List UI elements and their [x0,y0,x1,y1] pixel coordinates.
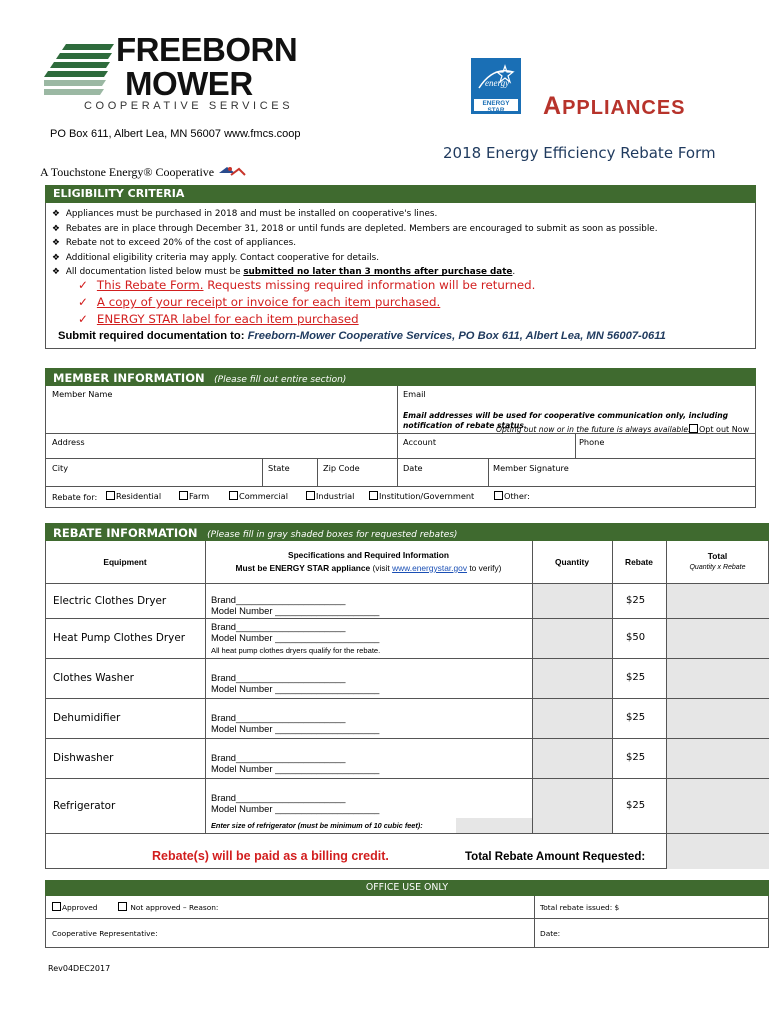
account-label: Account [403,437,437,447]
row-divider [45,738,769,739]
svg-text:energy: energy [485,78,510,88]
rebate-heat-pump-dryer: $50 [626,632,646,643]
col-divider [534,896,535,948]
row-divider [45,658,769,659]
row-divider [45,458,756,459]
office-header: OFFICE USE ONLY [45,880,769,896]
logo-text-cooperative: COOPERATIVE SERVICES [84,100,294,112]
fridge-size-input[interactable] [456,818,532,833]
col-divider [666,541,667,869]
opt-out-checkbox[interactable]: Opt out Now [689,424,749,434]
diamond-bullet-icon: ❖ [52,209,60,219]
option-institution[interactable]: Institution/Government [369,491,474,501]
col-divider [575,433,576,458]
form-title: 2018 Energy Efficiency Rebate Form [443,144,716,162]
representative-label: Cooperative Representative: [52,929,158,938]
checkbox-icon[interactable] [306,491,315,500]
zip-label: Zip Code [323,463,360,473]
equipment-heat-pump-dryer: Heat Pump Clothes Dryer [53,632,185,644]
phone-label: Phone [579,437,605,447]
freeborn-logo-stripes-icon [44,42,124,98]
col-divider [488,458,489,486]
checkbox-icon[interactable] [369,491,378,500]
rebate-for-label: Rebate for: [52,492,98,502]
col-divider [205,541,206,833]
option-farm[interactable]: Farm [179,491,209,501]
energystar-link[interactable]: www.energystar.gov [392,563,468,573]
energy-star-logo [471,58,521,114]
energy-star-logo-text: ENERGY STAR [482,100,510,114]
eligibility-header [45,185,756,203]
row-divider [45,698,769,699]
checkbox-icon[interactable] [229,491,238,500]
spec-refrigerator[interactable]: Brand_____________________ Model Number ____________________ [211,792,380,814]
quantity-input-column[interactable] [532,583,612,833]
row-divider [45,918,769,919]
approved-checkbox[interactable]: Approved [52,902,97,912]
eligibility-title: ELIGIBILITY CRITERIA [53,187,185,200]
submit-instructions: Submit required documentation to: Freeborn-Mower Cooperative Services, PO Box 611, Albert Lea, MN 56007-0611 [58,330,666,342]
total-issued-label: Total rebate issued: $ [540,903,620,912]
office-date-label: Date: [540,929,561,938]
equipment-clothes-washer: Clothes Washer [53,672,134,684]
logo-text-mower: MOWER [125,65,253,102]
required-documents: ✓ This Rebate Form. Requests missing required information will be returned. ✓ A copy of your receipt or invoice for each item purchased. ✓ ENERGY STAR label for each item purchased [78,278,536,326]
address-label: Address [52,437,85,447]
equipment-dishwasher: Dishwasher [53,752,114,764]
col-rebate: Rebate [625,557,653,567]
email-note: Email addresses will be used for cooperative communication only, including notification of rebate status. [403,411,729,430]
signature-label: Member Signature [493,463,569,473]
city-label: City [52,463,69,473]
checkbox-icon[interactable] [118,902,127,911]
member-section [45,368,756,508]
spec-dishwasher[interactable]: Brand_____________________ Model Number ____________________ [211,752,380,774]
col-equipment: Equipment [103,557,147,567]
col-divider [397,386,398,486]
state-label: State [268,463,290,473]
rebate-clothes-washer: $25 [626,672,646,683]
diamond-bullet-icon: ❖ [52,252,60,263]
row-divider [45,778,769,779]
rebate-section [45,523,769,869]
checkmark-icon: ✓ [78,295,88,309]
checkbox-icon[interactable] [106,491,115,500]
opt-out-note: Opting out now or in the future is always available. [496,425,691,434]
rebate-dishwasher: $25 [626,752,646,763]
checkbox-icon[interactable] [179,491,188,500]
date-label: Date [403,463,423,473]
touchstone-logo-icon [217,165,247,179]
col-divider [612,541,613,833]
col-total: Total [707,551,728,561]
revision-code: Rev04DEC2017 [48,964,111,973]
checkbox-icon[interactable] [494,491,503,500]
spec-dehumidifier[interactable]: Brand_____________________ Model Number ____________________ [211,712,380,734]
fridge-note: Enter size of refrigerator (must be minimum of 10 cubic feet): [211,821,423,830]
checkbox-icon[interactable] [689,424,698,433]
equipment-electric-dryer: Electric Clothes Dryer [53,595,167,607]
col-divider [262,458,263,486]
row-divider [45,486,756,487]
col-divider [317,458,318,486]
spec-heat-pump-dryer[interactable]: Brand_____________________ Model Number ____________________ [211,621,380,643]
member-name-label: Member Name [52,389,113,399]
coop-address: PO Box 611, Albert Lea, MN 56007 www.fmcs.coop [50,128,301,140]
col-total-sub: Quantity x Rebate [689,564,746,571]
spec-electric-dryer[interactable]: Brand_____________________ Model Number ____________________ [211,594,380,616]
email-label: Email [403,389,426,399]
header-divider [45,583,769,584]
col-divider [532,541,533,833]
diamond-bullet-icon: ❖ [52,238,60,249]
diamond-bullet-icon: ❖ [52,267,60,278]
col-specs: Specifications and Required Information [287,550,449,560]
checkbox-icon[interactable] [52,902,61,911]
not-approved-checkbox[interactable]: Not approved – Reason: [118,902,218,912]
rebate-header: REBATE INFORMATION (Please fill in gray shaded boxes for requested rebates) [45,523,769,541]
heat-pump-note: All heat pump clothes dryers qualify for the rebate. [211,646,381,655]
option-industrial[interactable]: Industrial [306,491,354,501]
logo-text-freeborn: FREEBORN [116,31,298,68]
equipment-refrigerator: Refrigerator [53,800,116,812]
diamond-bullet-icon: ❖ [52,223,60,234]
checkmark-icon: ✓ [78,312,88,326]
row-divider [45,833,769,834]
touchstone-tagline: A Touchstone Energy® Cooperative [40,165,247,180]
spec-clothes-washer[interactable]: Brand_____________________ Model Number ____________________ [211,672,380,694]
rebate-dehumidifier: $25 [626,712,646,723]
col-quantity: Quantity [555,557,589,567]
row-divider [45,618,769,619]
category-title: APPLIANCES [543,92,686,120]
option-other[interactable]: Other: [494,491,530,501]
rebate-refrigerator: $25 [626,800,646,811]
total-requested-label: Total Rebate Amount Requested: [465,851,646,863]
billing-credit-note: Rebate(s) will be paid as a billing credit. [152,849,389,863]
equipment-dehumidifier: Dehumidifier [53,712,121,724]
total-input-column[interactable] [666,583,769,869]
checkmark-icon: ✓ [78,278,88,292]
member-header: MEMBER INFORMATION (Please fill out entire section) [45,368,756,386]
option-residential[interactable]: Residential [106,491,161,501]
rebate-electric-dryer: $25 [626,595,646,606]
eligibility-bullets: ❖ Appliances must be purchased in 2018 and must be installed on cooperative's lines. ❖ Rebates are in place through December 31, 2018 or until funds are depleted. Members are encouraged to submit as soon as possible. ❖ Rebate not to exceed 20% of the cost of appliances. ❖ Additional eligibility criteria may apply. Contact cooperative for details. ❖ All documentation listed below must be submitted no later than 3 months after purchase date. [52,207,658,280]
option-commercial[interactable]: Commercial [229,491,288,501]
col-specs-sub: Must be ENERGY STAR appliance (visit www.energystar.gov to verify) [235,563,502,573]
